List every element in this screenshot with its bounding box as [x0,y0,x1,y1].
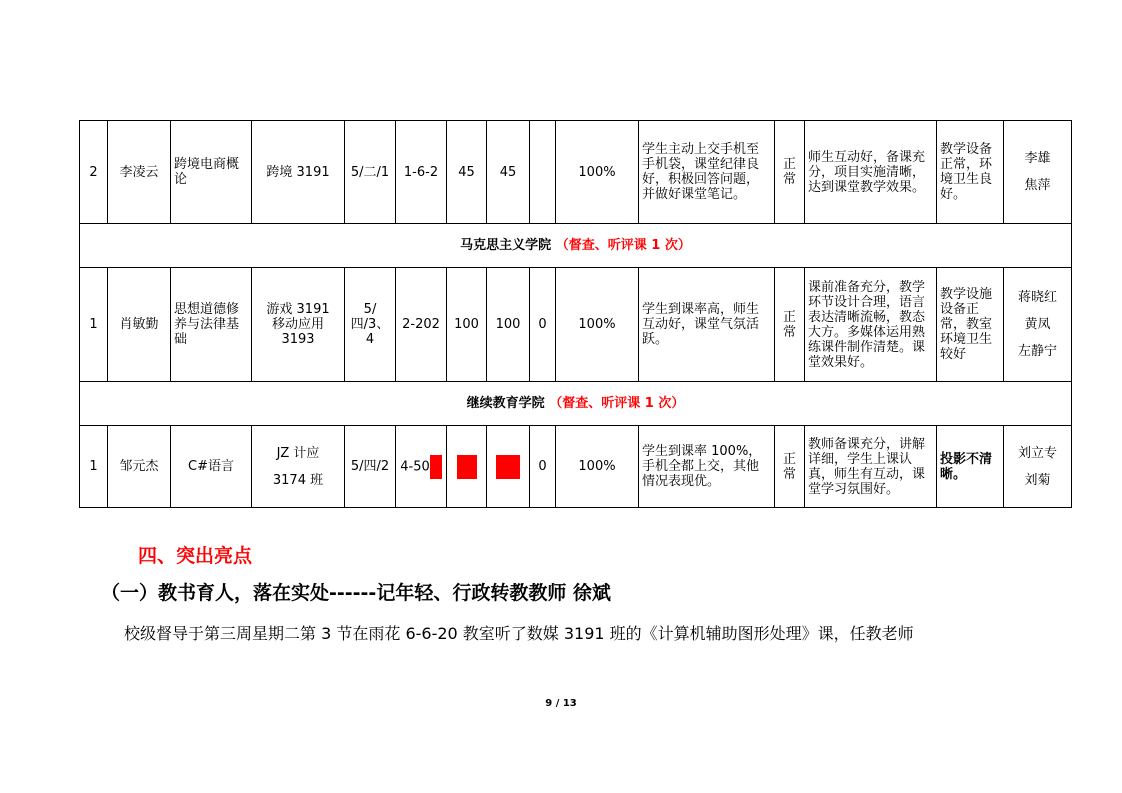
cell-room: 1-6-2 [396,121,447,224]
cell-no: 1 [80,426,108,508]
cell-class [252,268,345,382]
cell-actual: 45 [487,121,530,224]
cell-no: 1 [80,268,108,382]
inspector-name: 刘立专 [1017,445,1057,461]
cell-expected: 100 [447,268,487,382]
cell-inspectors [1004,121,1072,224]
cell-course: 跨境电商概论 [171,121,252,224]
section-note: （督查、听评课 1 次） [549,396,685,411]
cell-inspectors [1004,268,1072,382]
cell-expected [447,426,487,508]
redaction-mark [430,455,442,479]
cell-rate: 100% [556,121,639,224]
cell-env-eval: 教学设施设备正常，教室环境卫生较好 [937,268,1004,382]
table-row [80,121,1072,224]
cell-absent: 0 [530,268,556,382]
section-heading: 四、突出亮点 [138,545,253,567]
cell-teacher-eval: 教师备课充分，讲解详细，学生上课认真，师生有互动，课堂学习氛围好。 [805,426,937,508]
section-note: （督查、听评课 1 次） [555,238,691,253]
section-row [80,224,1072,268]
cell-teacher-eval: 课前准备充分，教学环节设计合理，语言表达清晰流畅，教态大方。多媒体运用熟练课件制作清楚。课堂效果好。 [805,268,937,382]
cell-teacher: 李凌云 [108,121,171,224]
cell-student-eval: 学生到课率高，师生互动好，课堂气氛活跃。 [639,268,775,382]
cell-status: 正常 [775,121,805,224]
cell-class [252,426,345,508]
inspector-name: 左静宁 [1017,344,1057,359]
cell-absent: 0 [530,426,556,508]
section-row [80,382,1072,426]
cell-student-eval: 学生主动上交手机至手机袋，课堂纪律良好，积极回答问题，并做好课堂笔记。 [639,121,775,224]
cell-actual [487,426,530,508]
cell-time: 5/四/3、4 [345,268,396,382]
cell-time: 5/二/1 [345,121,396,224]
cell-status: 正常 [775,268,805,382]
cell-env-eval: 教学设备正常，环境卫生良好。 [937,121,1004,224]
cell-rate: 100% [556,426,639,508]
body-paragraph: 校级督导于第三周星期二第 3 节在雨花 6-6-20 教室听了数媒 3191 班的《计算机辅助图形处理》课，任教老师 [124,624,914,643]
cell-expected: 45 [447,121,487,224]
class-line: 3193 [281,332,315,347]
inspector-name: 刘菊 [1024,472,1051,488]
inspector-name: 蒋晓红 [1017,290,1057,305]
class-line: 3174 班 [272,472,324,488]
cell-no: 2 [80,121,108,224]
redaction-mark [496,455,520,479]
cell-time: 5/四/2 [345,426,396,508]
cell-actual: 100 [487,268,530,382]
section-header [80,224,1072,268]
inspector-name: 李雄 [1024,151,1051,166]
cell-absent [530,121,556,224]
cell-course: 思想道德修养与法律基础 [171,268,252,382]
cell-teacher: 肖敏勤 [108,268,171,382]
section-header [80,382,1072,426]
redaction-mark [457,455,477,479]
room-text: 4-50 [400,459,430,474]
cell-inspectors [1004,426,1072,508]
cell-student-eval: 学生到课率 100%，手机全都上交，其他情况表现优。 [639,426,775,508]
cell-room: 2-202 [396,268,447,382]
table-row [80,268,1072,382]
cell-teacher-eval: 师生互动好，备课充分，项目实施清晰，达到课堂教学效果。 [805,121,937,224]
cell-room [396,426,447,508]
inspection-table [79,120,1072,508]
subsection-heading: （一）教书育人，落在实处------记年轻、行政转教教师 徐斌 [101,582,611,604]
inspector-name: 焦萍 [1024,178,1051,193]
section-name: 继续教育学院 [466,396,545,411]
cell-env-eval: 投影不清晰。 [937,426,1004,508]
class-line: JZ 计应 [276,445,320,461]
cell-status: 正常 [775,426,805,508]
section-name: 马克思主义学院 [460,238,552,253]
cell-teacher: 邹元杰 [108,426,171,508]
class-line: 移动应用 [271,317,324,332]
cell-class: 跨境 3191 [252,121,345,224]
inspector-name: 黄凤 [1024,317,1051,332]
cell-rate: 100% [556,268,639,382]
table-row [80,426,1072,508]
page-number: 9 / 13 [545,698,577,709]
class-line: 游戏 3191 [266,302,330,317]
cell-course: C#语言 [171,426,252,508]
